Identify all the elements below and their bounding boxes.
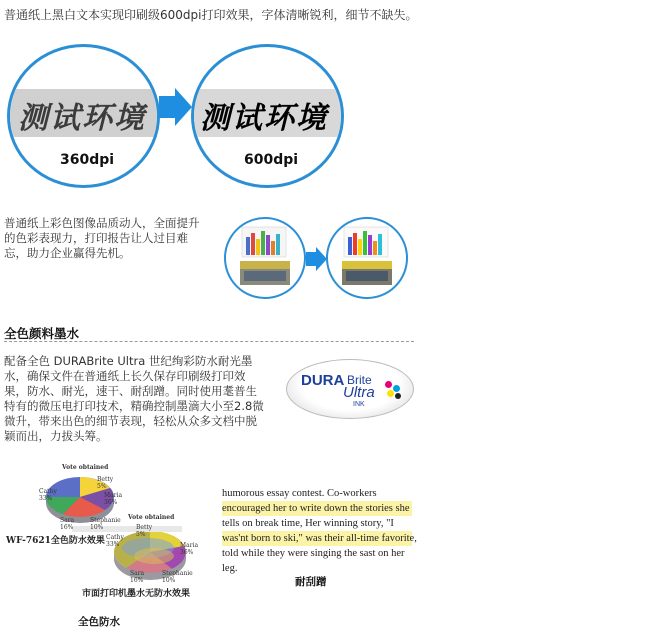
sample-600dpi-text: 测试环境 [200,101,328,136]
ink-section-text: 配备全色 DURABrite Ultra 世纪绚彩防水耐光墨 水，确保文件在普通纸上长久保存印刷级打印效 果，防水、耐光，速干、耐刮蹭。同时使用耄普生 特有的微压电打印技术，精确控制墨滴大小至2.8微 微升，带来出色的细节表现，轻松从众多文档中脱 颖而出，力拔头筹。 [4,354,264,443]
ink-section-heading: 全色颜料墨水 [4,326,80,341]
section-divider [4,341,414,342]
pie-top-label-cathy: Cathy 33% [39,488,57,502]
essay-figure [222,486,417,576]
pie-top-label-betty: Betty 5% [97,476,114,490]
pie-bottom-label-stephanie: Stephanie 10% [162,570,193,584]
color-sample-right-image [328,219,406,297]
essay-line: humorous essay contest. Co-workers [222,488,377,499]
essay-line: leg. [222,563,238,574]
pie-top-title: Vote obtained [62,464,109,471]
pie-top-label-maria: Maria 36% [104,492,123,506]
essay-line: tells on break time, Her winning story, "I [222,518,394,529]
pie-bottom-title: Vote obtained [128,514,175,521]
pie-bottom-caption: 市面打印机墨水无防水效果 [82,589,191,599]
color-section-text: 普通纸上彩色图像品质动人，全面提升 的色彩表现力，打印报告让人过目难 忘，助力企业赢得先机。 [4,216,200,260]
intro-text: 普通纸上黑白文本实现印刷级600dpi打印效果，字体清晰锐利，细节不缺失。 [4,8,418,22]
sample-360dpi-circle [7,44,160,188]
ink-drop-icon [393,385,400,392]
essay-caption: 耐刮蹭 [295,576,327,588]
sample-600dpi-label: 600dpi [244,152,299,168]
pie-main-caption: 全色防水 [78,616,120,628]
pie-bottom-label-cathy: Cathy 33% [106,534,124,548]
pie-bottom-label-maria: Maria 36% [180,542,199,556]
ink-drop-icon [395,393,401,399]
essay-line: encouraged her to write down the stories she [222,501,412,516]
ink-drop-icon [387,390,394,397]
ink-drop-icon [385,381,392,388]
sample-360dpi-text: 测试环境 [18,101,146,136]
essay-line: told while they were singing the sast on her [222,548,405,559]
pie-top-caption: WF-7621全色防水效果 [6,536,105,546]
durabrite-ultra-logo [286,359,414,419]
pie-top-label-sara: Sara 16% [60,517,75,531]
color-sample-left-image [226,219,304,297]
sample-600dpi-circle [191,44,344,188]
logo-ink-text: INK [353,401,365,408]
logo-ultra-text: Ultra [343,384,375,401]
pie-bottom-label-betty: Betty 5% [136,524,153,538]
logo-dura-text: DURA [301,372,345,389]
essay-line: was'nt born to ski," was their all-time favorite, [222,533,417,544]
pie-top-label-stephanie: Stephanie 10% [90,517,121,531]
sample-360dpi-label: 360dpi [60,152,115,168]
pie-bottom-label-sara: Sara 16% [130,570,145,584]
logo-brite-text: Brite [347,373,372,387]
color-sample-right-circle [326,217,408,299]
pie-figure [2,462,202,597]
color-sample-left-circle [224,217,306,299]
